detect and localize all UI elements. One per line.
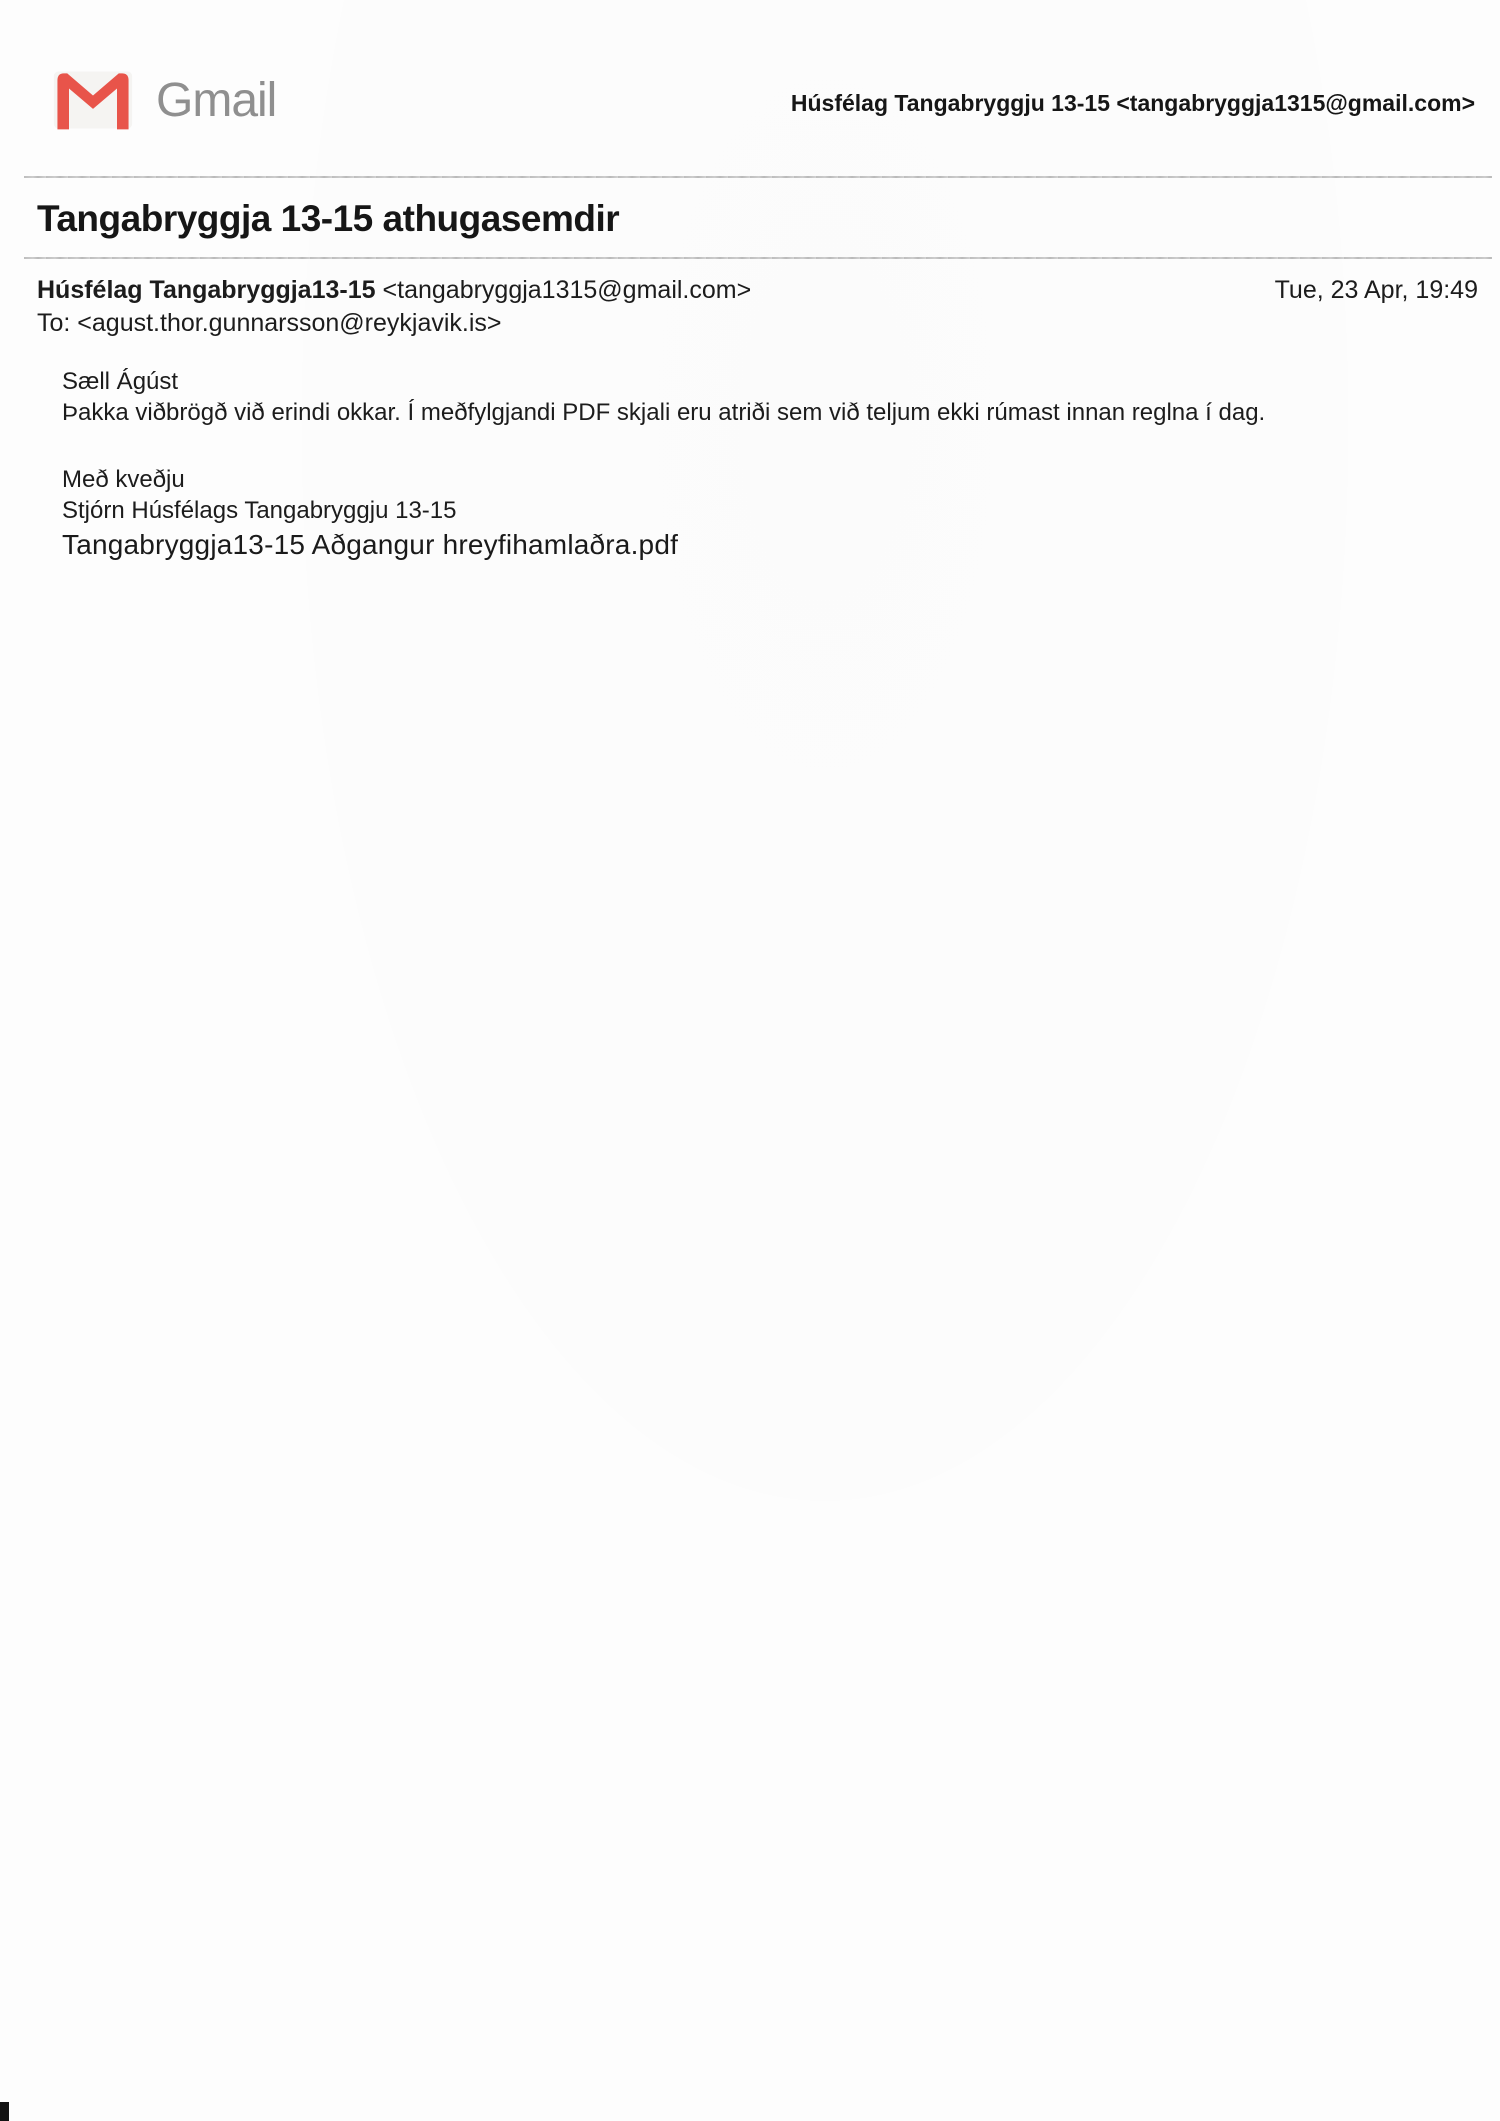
scan-artifact-mark: [0, 2102, 9, 2121]
attachment-filename: Tangabryggja13-15 Aðgangur hreyfihamlaðra.pdf: [62, 529, 679, 560]
sender-row: [37, 276, 1478, 305]
email-subject: Tangabryggja 13-15 athugasemdir: [37, 198, 620, 239]
recipient-line: To: <agust.thor.gunnarsson@reykjavik.is>: [37, 309, 502, 337]
signature-line: Stjórn Húsfélags Tangabryggju 13-15: [62, 497, 457, 524]
header-divider: [24, 176, 1492, 178]
closing-line: Með kveðju: [62, 466, 185, 493]
greeting-line: Sæll Ágúst: [62, 368, 179, 395]
gmail-envelope-icon: [50, 68, 136, 132]
email-body: [62, 366, 1460, 562]
account-address: Húsfélag Tangabryggju 13-15 <tangabryggja1315@gmail.com>: [790, 90, 1475, 116]
gmail-wordmark: Gmail: [156, 73, 277, 127]
body-text-line: Þakka viðbrögð við erindi okkar. Í meðfylgjandi PDF skjali eru atriði sem við teljum ekki rúmast innan reglna í dag.: [62, 399, 1266, 426]
subject-divider: [24, 257, 1492, 259]
gmail-logo: [50, 68, 276, 132]
sender-email: <tangabryggja1315@gmail.com>: [382, 276, 752, 304]
sender: [37, 276, 751, 305]
sender-name: Húsfélag Tangabryggja13-15: [37, 276, 376, 304]
paragraph-gap: [62, 428, 1460, 464]
email-date: Tue, 23 Apr, 19:49: [1274, 276, 1478, 304]
